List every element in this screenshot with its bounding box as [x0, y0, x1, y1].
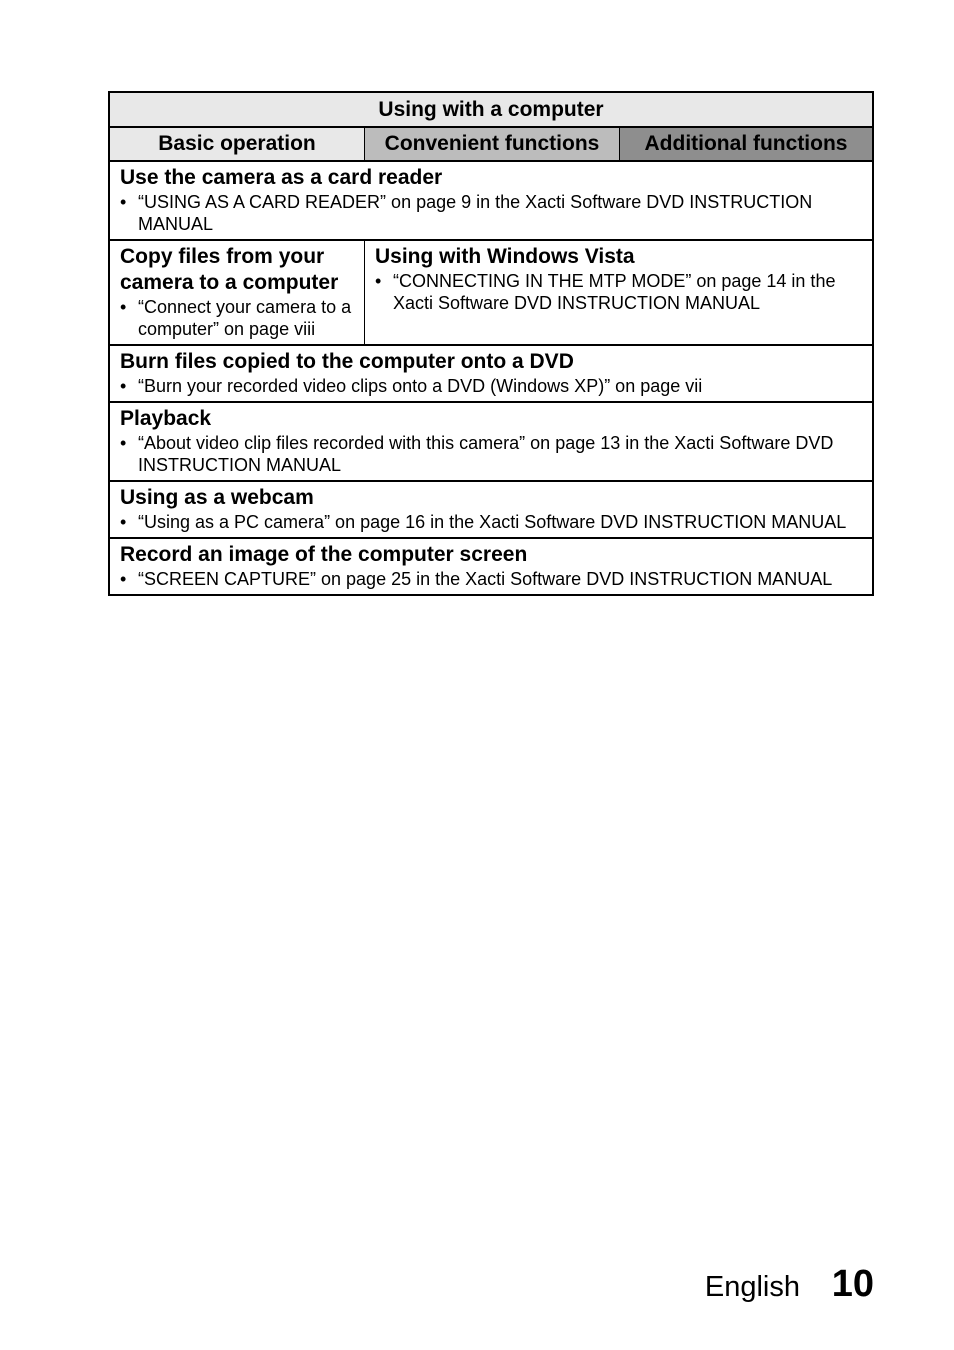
section-heading: Using with Windows Vista: [375, 245, 635, 268]
table-title: Using with a computer: [110, 93, 872, 126]
section-copy-files: [110, 239, 872, 344]
section-bullet: • “USING AS A CARD READER” on page 9 in the Xacti Software DVD INSTRUCTION MANUAL: [120, 191, 862, 235]
copy-files-cell: [110, 241, 365, 344]
section-heading: Burn files copied to the computer onto a DVD: [120, 350, 574, 373]
section-bullet: • “Using as a PC camera” on page 16 in the Xacti Software DVD INSTRUCTION MANUAL: [120, 511, 862, 533]
section-playback: [110, 401, 872, 480]
section-bullet: • “About video clip files recorded with this camera” on page 13 in the Xacti Software DVD INSTRUCTION MANUAL: [120, 432, 862, 476]
section-heading: Copy files from your camera to a computer: [120, 245, 339, 294]
functions-table: [108, 91, 874, 596]
section-bullet: • “Connect your camera to a computer” on page viii: [120, 296, 354, 340]
tab-additional-functions: Additional functions: [620, 128, 872, 160]
page-number: 10: [831, 1263, 874, 1305]
tab-convenient-functions: Convenient functions: [365, 128, 620, 160]
section-burn-dvd: [110, 344, 872, 401]
category-tabs: [110, 126, 872, 160]
section-heading: Record an image of the computer screen: [120, 543, 528, 566]
section-heading: Playback: [120, 407, 212, 430]
footer-language: English: [704, 1271, 800, 1303]
tab-basic-operation: Basic operation: [110, 128, 365, 160]
windows-vista-cell: [365, 241, 872, 344]
section-bullet: • “SCREEN CAPTURE” on page 25 in the Xacti Software DVD INSTRUCTION MANUAL: [120, 568, 862, 590]
section-card-reader: [110, 160, 872, 239]
section-heading: Use the camera as a card reader: [120, 166, 443, 189]
section-bullet: • “CONNECTING IN THE MTP MODE” on page 14 in the Xacti Software DVD INSTRUCTION MANUAL: [375, 270, 862, 314]
section-webcam: [110, 480, 872, 537]
section-screen-capture: [110, 537, 872, 594]
section-bullet: • “Burn your recorded video clips onto a DVD (Windows XP)” on page vii: [120, 375, 862, 397]
section-heading: Using as a webcam: [120, 486, 314, 509]
